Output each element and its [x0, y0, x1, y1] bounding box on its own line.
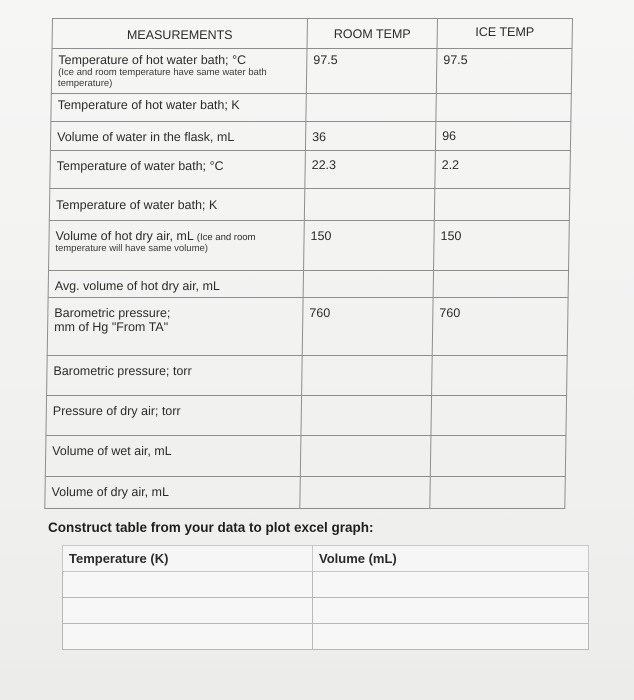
header-room-temp: ROOM TEMP — [307, 19, 437, 49]
table-row — [49, 189, 570, 221]
row-label: Temperature of water bath; K — [49, 189, 305, 221]
ice-temp-value[interactable]: 150 — [434, 221, 570, 271]
plot-temperature-cell[interactable] — [63, 572, 313, 598]
ice-temp-value[interactable]: 2.2 — [435, 151, 571, 189]
row-label: Barometric pressure; torr — [47, 356, 303, 396]
room-temp-value[interactable]: 36 — [305, 122, 435, 151]
table-row — [51, 49, 572, 94]
table-row — [45, 436, 566, 477]
plot-volume-cell[interactable] — [313, 572, 589, 598]
table-row — [47, 298, 568, 356]
row-label: Volume of water in the flask, mL — [50, 122, 305, 151]
plot-table-caption: Construct table from your data to plot excel graph: — [48, 520, 374, 535]
measurements-table — [44, 18, 573, 509]
room-temp-value[interactable]: 22.3 — [305, 151, 436, 189]
room-temp-value[interactable]: 760 — [302, 298, 433, 356]
row-label-text: Volume of hot dry air, mL — [55, 229, 194, 243]
table-row — [46, 396, 567, 436]
table-row — [50, 151, 571, 189]
row-label: Avg. volume of hot dry air, mL — [48, 271, 303, 298]
room-temp-value[interactable]: 97.5 — [306, 49, 437, 94]
room-temp-value[interactable] — [300, 477, 431, 509]
ice-temp-value[interactable] — [434, 189, 570, 221]
ice-temp-value[interactable]: 760 — [432, 298, 568, 356]
header-measurements: MEASUREMENTS — [52, 19, 307, 49]
ice-temp-value[interactable] — [436, 94, 571, 122]
measurements-header-row — [52, 19, 572, 49]
row-label — [51, 49, 307, 94]
room-temp-value[interactable] — [306, 94, 436, 122]
plot-temperature-cell[interactable] — [63, 598, 313, 624]
row-label-text: Barometric pressure; — [54, 306, 171, 320]
row-label: Pressure of dry air; torr — [46, 396, 302, 436]
table-row — [51, 94, 571, 122]
plot-row — [63, 598, 589, 624]
ice-temp-value[interactable] — [433, 271, 568, 298]
plot-temperature-cell[interactable] — [63, 624, 313, 650]
header-ice-temp: ICE TEMP — [437, 19, 572, 49]
row-label: Volume of dry air, mL — [45, 477, 301, 509]
table-row — [47, 356, 568, 396]
row-label: Temperature of hot water bath; K — [51, 94, 306, 122]
table-row — [50, 122, 570, 151]
row-label: Volume of wet air, mL — [45, 436, 301, 477]
ice-temp-value[interactable] — [430, 477, 566, 509]
plot-header-row — [63, 546, 589, 572]
room-temp-value[interactable] — [302, 356, 433, 396]
table-row — [49, 221, 570, 271]
ice-temp-value[interactable]: 96 — [435, 122, 570, 151]
row-label-text-line2: mm of Hg "From TA" — [54, 320, 169, 334]
row-label-text: Temperature of hot water bath; °C — [58, 53, 247, 67]
plot-volume-cell[interactable] — [313, 598, 589, 624]
ice-temp-value[interactable] — [430, 436, 566, 477]
ice-temp-value[interactable] — [431, 396, 567, 436]
plot-data-table — [62, 545, 589, 650]
room-temp-value[interactable] — [303, 271, 433, 298]
room-temp-value[interactable] — [300, 436, 431, 477]
room-temp-value[interactable]: 150 — [304, 221, 435, 271]
row-note: temperature will have same volume) — [55, 243, 209, 254]
header-temperature-k: Temperature (K) — [63, 546, 313, 572]
row-label — [47, 298, 303, 356]
row-label: Temperature of water bath; °C — [50, 151, 306, 189]
plot-row — [63, 572, 589, 598]
ice-temp-value[interactable] — [432, 356, 568, 396]
table-row — [48, 271, 568, 298]
row-note-inline: (Ice and room — [196, 232, 256, 243]
row-label — [49, 221, 305, 271]
room-temp-value[interactable] — [304, 189, 435, 221]
ice-temp-value[interactable]: 97.5 — [436, 49, 572, 94]
plot-volume-cell[interactable] — [313, 624, 589, 650]
plot-row — [63, 624, 589, 650]
table-row — [45, 477, 566, 509]
header-volume-ml: Volume (mL) — [313, 546, 589, 572]
row-note: (Ice and room temperature have same water bath temperature) — [57, 67, 267, 89]
room-temp-value[interactable] — [301, 396, 432, 436]
